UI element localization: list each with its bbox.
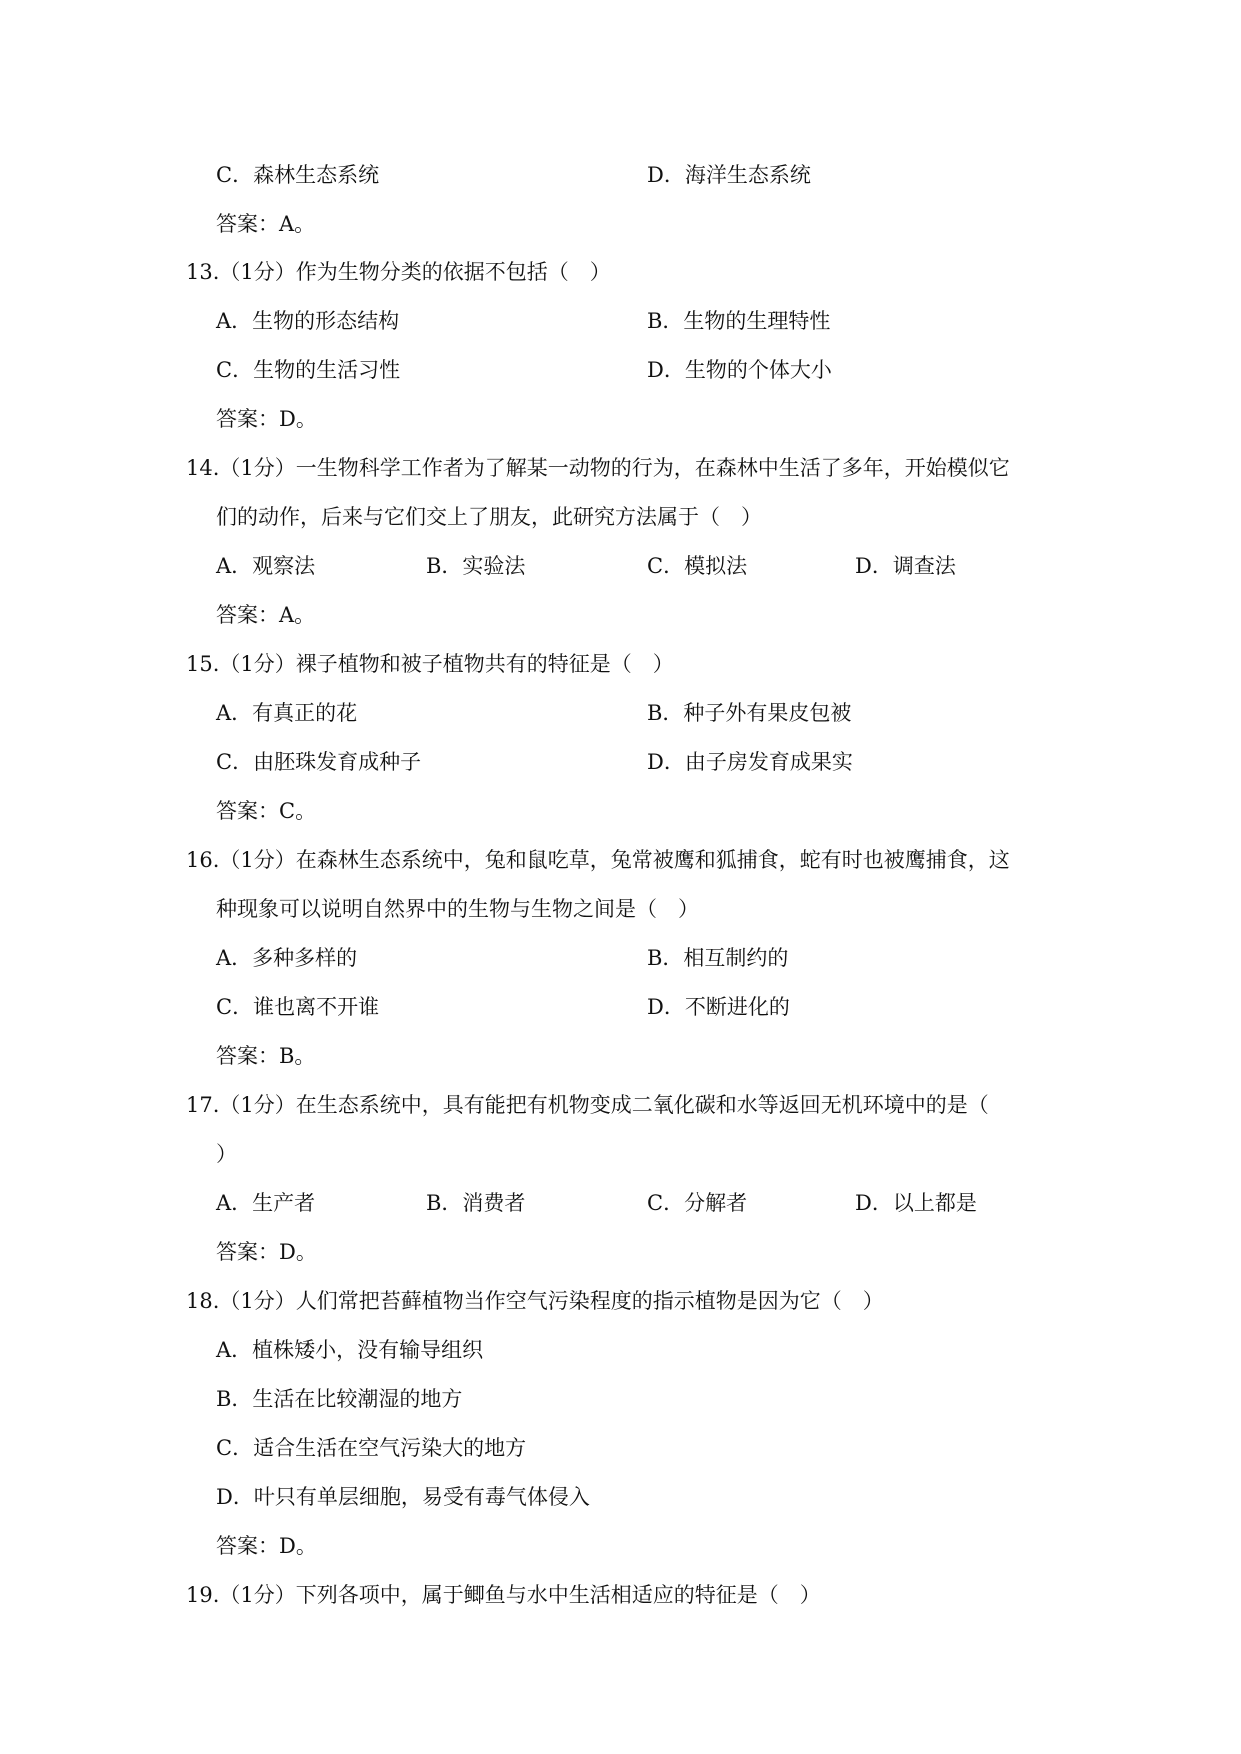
- option-d: D．以上都是: [855, 1191, 977, 1215]
- answer-line: 答案：D。: [216, 407, 317, 431]
- answer-line: 答案：A。: [216, 603, 316, 627]
- option-b: B．实验法: [426, 554, 526, 578]
- option-a: A．生产者: [216, 1191, 316, 1215]
- question-stem: 19.（1分）下列各项中，属于鲫鱼与水中生活相适应的特征是（ ）: [186, 1583, 821, 1607]
- question-stem: 17.（1分）在生态系统中，具有能把有机物变成二氧化碳和水等返回无机环境中的是（: [186, 1093, 989, 1117]
- question-stem: 16.（1分）在森林生态系统中，兔和鼠吃草，兔常被鹰和狐捕食，蛇有时也被鹰捕食，这: [186, 848, 1010, 872]
- option-a: A．有真正的花: [216, 701, 358, 725]
- question-stem: 13.（1分）作为生物分类的依据不包括（ ）: [186, 260, 611, 284]
- option-d: D．生物的个体大小: [647, 358, 832, 382]
- question-stem-continued: 种现象可以说明自然界中的生物与生物之间是（ ）: [216, 897, 699, 921]
- option-c: C．森林生态系统: [216, 163, 380, 187]
- option-c: C．模拟法: [647, 554, 748, 578]
- option-c: C．由胚珠发育成种子: [216, 750, 422, 774]
- option-a: A．生物的形态结构: [216, 309, 400, 333]
- option-b: B．相互制约的: [647, 946, 789, 970]
- question-stem-continued: ）: [216, 1142, 237, 1166]
- answer-line: 答案：B。: [216, 1044, 316, 1068]
- option-b: B．消费者: [426, 1191, 526, 1215]
- option-c: C．分解者: [647, 1191, 748, 1215]
- option-d: D．叶只有单层细胞，易受有毒气体侵入: [216, 1485, 590, 1509]
- option-a: A．多种多样的: [216, 946, 358, 970]
- answer-line: 答案：D。: [216, 1534, 317, 1558]
- option-a: A．观察法: [216, 554, 316, 578]
- option-d: D．调查法: [855, 554, 956, 578]
- question-stem: 18.（1分）人们常把苔藓植物当作空气污染程度的指示植物是因为它（ ）: [186, 1289, 884, 1313]
- question-stem: 15.（1分）裸子植物和被子植物共有的特征是（ ）: [186, 652, 674, 676]
- question-stem-continued: 们的动作，后来与它们交上了朋友，此研究方法属于（ ）: [216, 505, 762, 529]
- answer-line: 答案：C。: [216, 799, 317, 823]
- option-d: D．由子房发育成果实: [647, 750, 853, 774]
- option-d: D．海洋生态系统: [647, 163, 811, 187]
- option-b: B．生物的生理特性: [647, 309, 831, 333]
- option-c: C．适合生活在空气污染大的地方: [216, 1436, 527, 1460]
- answer-line: 答案：A。: [216, 212, 316, 236]
- option-b: B．生活在比较潮湿的地方: [216, 1387, 463, 1411]
- option-c: C．谁也离不开谁: [216, 995, 380, 1019]
- option-a: A．植株矮小，没有输导组织: [216, 1338, 484, 1362]
- option-c: C．生物的生活习性: [216, 358, 401, 382]
- question-stem: 14.（1分）一生物科学工作者为了解某一动物的行为，在森林中生活了多年，开始模似它: [186, 456, 1010, 480]
- option-d: D．不断进化的: [647, 995, 790, 1019]
- option-b: B．种子外有果皮包被: [647, 701, 852, 725]
- answer-line: 答案：D。: [216, 1240, 317, 1264]
